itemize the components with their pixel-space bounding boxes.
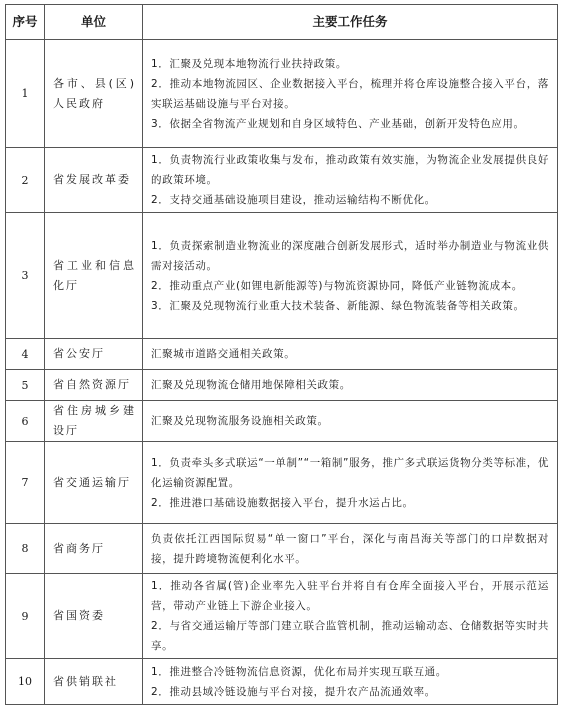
task-table (5, 4, 558, 705)
row-tasks (143, 339, 558, 370)
task-item: 汇聚及兑现物流服务设施相关政策。 (151, 415, 329, 427)
task-item: 3．汇聚及兑现物流行业重大技术装备、新能源、绿色物流装备等相关政策。 (151, 299, 525, 312)
table-row (6, 574, 558, 659)
task-item: 1．汇聚及兑现本地物流行业扶持政策。 (151, 57, 347, 70)
table-row (6, 442, 558, 524)
row-number: 3 (6, 213, 45, 339)
task-item: 1．推进整合冷链物流信息资源，优化布局并实现互联互通。 (151, 665, 447, 678)
row-number: 4 (6, 339, 45, 370)
task-item: 1．推动各省属(管)企业率先入驻平台并将自有仓库全面接入平台，开展示范运营，带动产业链上下游企业接入。 (151, 580, 549, 612)
row-unit: 省供销联社 (45, 659, 143, 705)
task-item: 1．负责探索制造业物流业的深度融合创新发展形式，适时举办制造业与物流业供需对接活动。 (151, 239, 549, 272)
task-item: 1．负责物流行业政策收集与发布，推动政策有效实施，为物流企业发展提供良好的政策环境。 (151, 154, 549, 186)
table-row (6, 148, 558, 213)
table-row (6, 401, 558, 442)
document-page (5, 4, 557, 697)
row-tasks (143, 659, 558, 705)
task-item: 汇聚及兑现物流仓储用地保障相关政策。 (151, 379, 351, 391)
row-number: 7 (6, 442, 45, 524)
row-unit: 省国资委 (45, 574, 143, 659)
row-tasks (143, 524, 558, 574)
row-unit: 省住房城乡建设厅 (45, 401, 143, 442)
table-header-row (6, 5, 558, 40)
row-tasks (143, 40, 558, 148)
task-item: 1．负责牵头多式联运“一单制”“一箱制”服务，推广多式联运货物分类等标准，优化运输资源配置。 (151, 456, 549, 489)
task-item: 2．推动本地物流园区、企业数据接入平台，梳理并将仓库设施整合接入平台，落实联运基础设施与平台对接。 (151, 77, 549, 110)
row-tasks (143, 574, 558, 659)
row-unit: 省公安厅 (45, 339, 143, 370)
table-row (6, 213, 558, 339)
row-unit: 省商务厅 (45, 524, 143, 574)
header-unit: 单位 (45, 5, 143, 40)
header-tasks: 主要工作任务 (143, 5, 558, 40)
row-number: 6 (6, 401, 45, 442)
row-unit: 省自然资源厅 (45, 370, 143, 401)
task-item: 2．支持交通基础设施项目建设，推动运输结构不断优化。 (151, 194, 436, 206)
table-row (6, 370, 558, 401)
task-item: 2．与省交通运输厅等部门建立联合监管机制，推动运输动态、仓储数据等实时共享。 (151, 620, 549, 652)
row-tasks (143, 401, 558, 442)
row-unit: 省发展改革委 (45, 148, 143, 213)
row-unit: 省工业和信息化厅 (45, 213, 143, 339)
header-no: 序号 (6, 5, 45, 40)
table-row (6, 659, 558, 705)
row-tasks (143, 370, 558, 401)
task-item: 负责依托江西国际贸易“单一窗口”平台，深化与南昌海关等部门的口岸数据对接，提升跨境物流便利化水平。 (151, 532, 549, 565)
row-number: 8 (6, 524, 45, 574)
row-tasks (143, 148, 558, 213)
row-tasks (143, 213, 558, 339)
task-item: 2．推进港口基础设施数据接入平台，提升水运占比。 (151, 496, 414, 509)
table-row (6, 339, 558, 370)
row-unit: 省交通运输厅 (45, 442, 143, 524)
table-row (6, 40, 558, 148)
row-tasks (143, 442, 558, 524)
table-row (6, 524, 558, 574)
row-number: 2 (6, 148, 45, 213)
task-item: 2．推动重点产业(如锂电新能源等)与物流资源协同，降低产业链物流成本。 (151, 279, 523, 292)
task-item: 2．推动县域冷链设施与平台对接，提升农产品流通效率。 (151, 685, 436, 698)
task-item: 汇聚城市道路交通相关政策。 (151, 348, 296, 360)
row-number: 10 (6, 659, 45, 705)
row-number: 9 (6, 574, 45, 659)
task-item: 3．依据全省物流产业规划和自身区域特色、产业基础，创新开发特色应用。 (151, 117, 525, 130)
row-number: 1 (6, 40, 45, 148)
row-number: 5 (6, 370, 45, 401)
row-unit: 各市、县(区)人民政府 (45, 40, 143, 148)
